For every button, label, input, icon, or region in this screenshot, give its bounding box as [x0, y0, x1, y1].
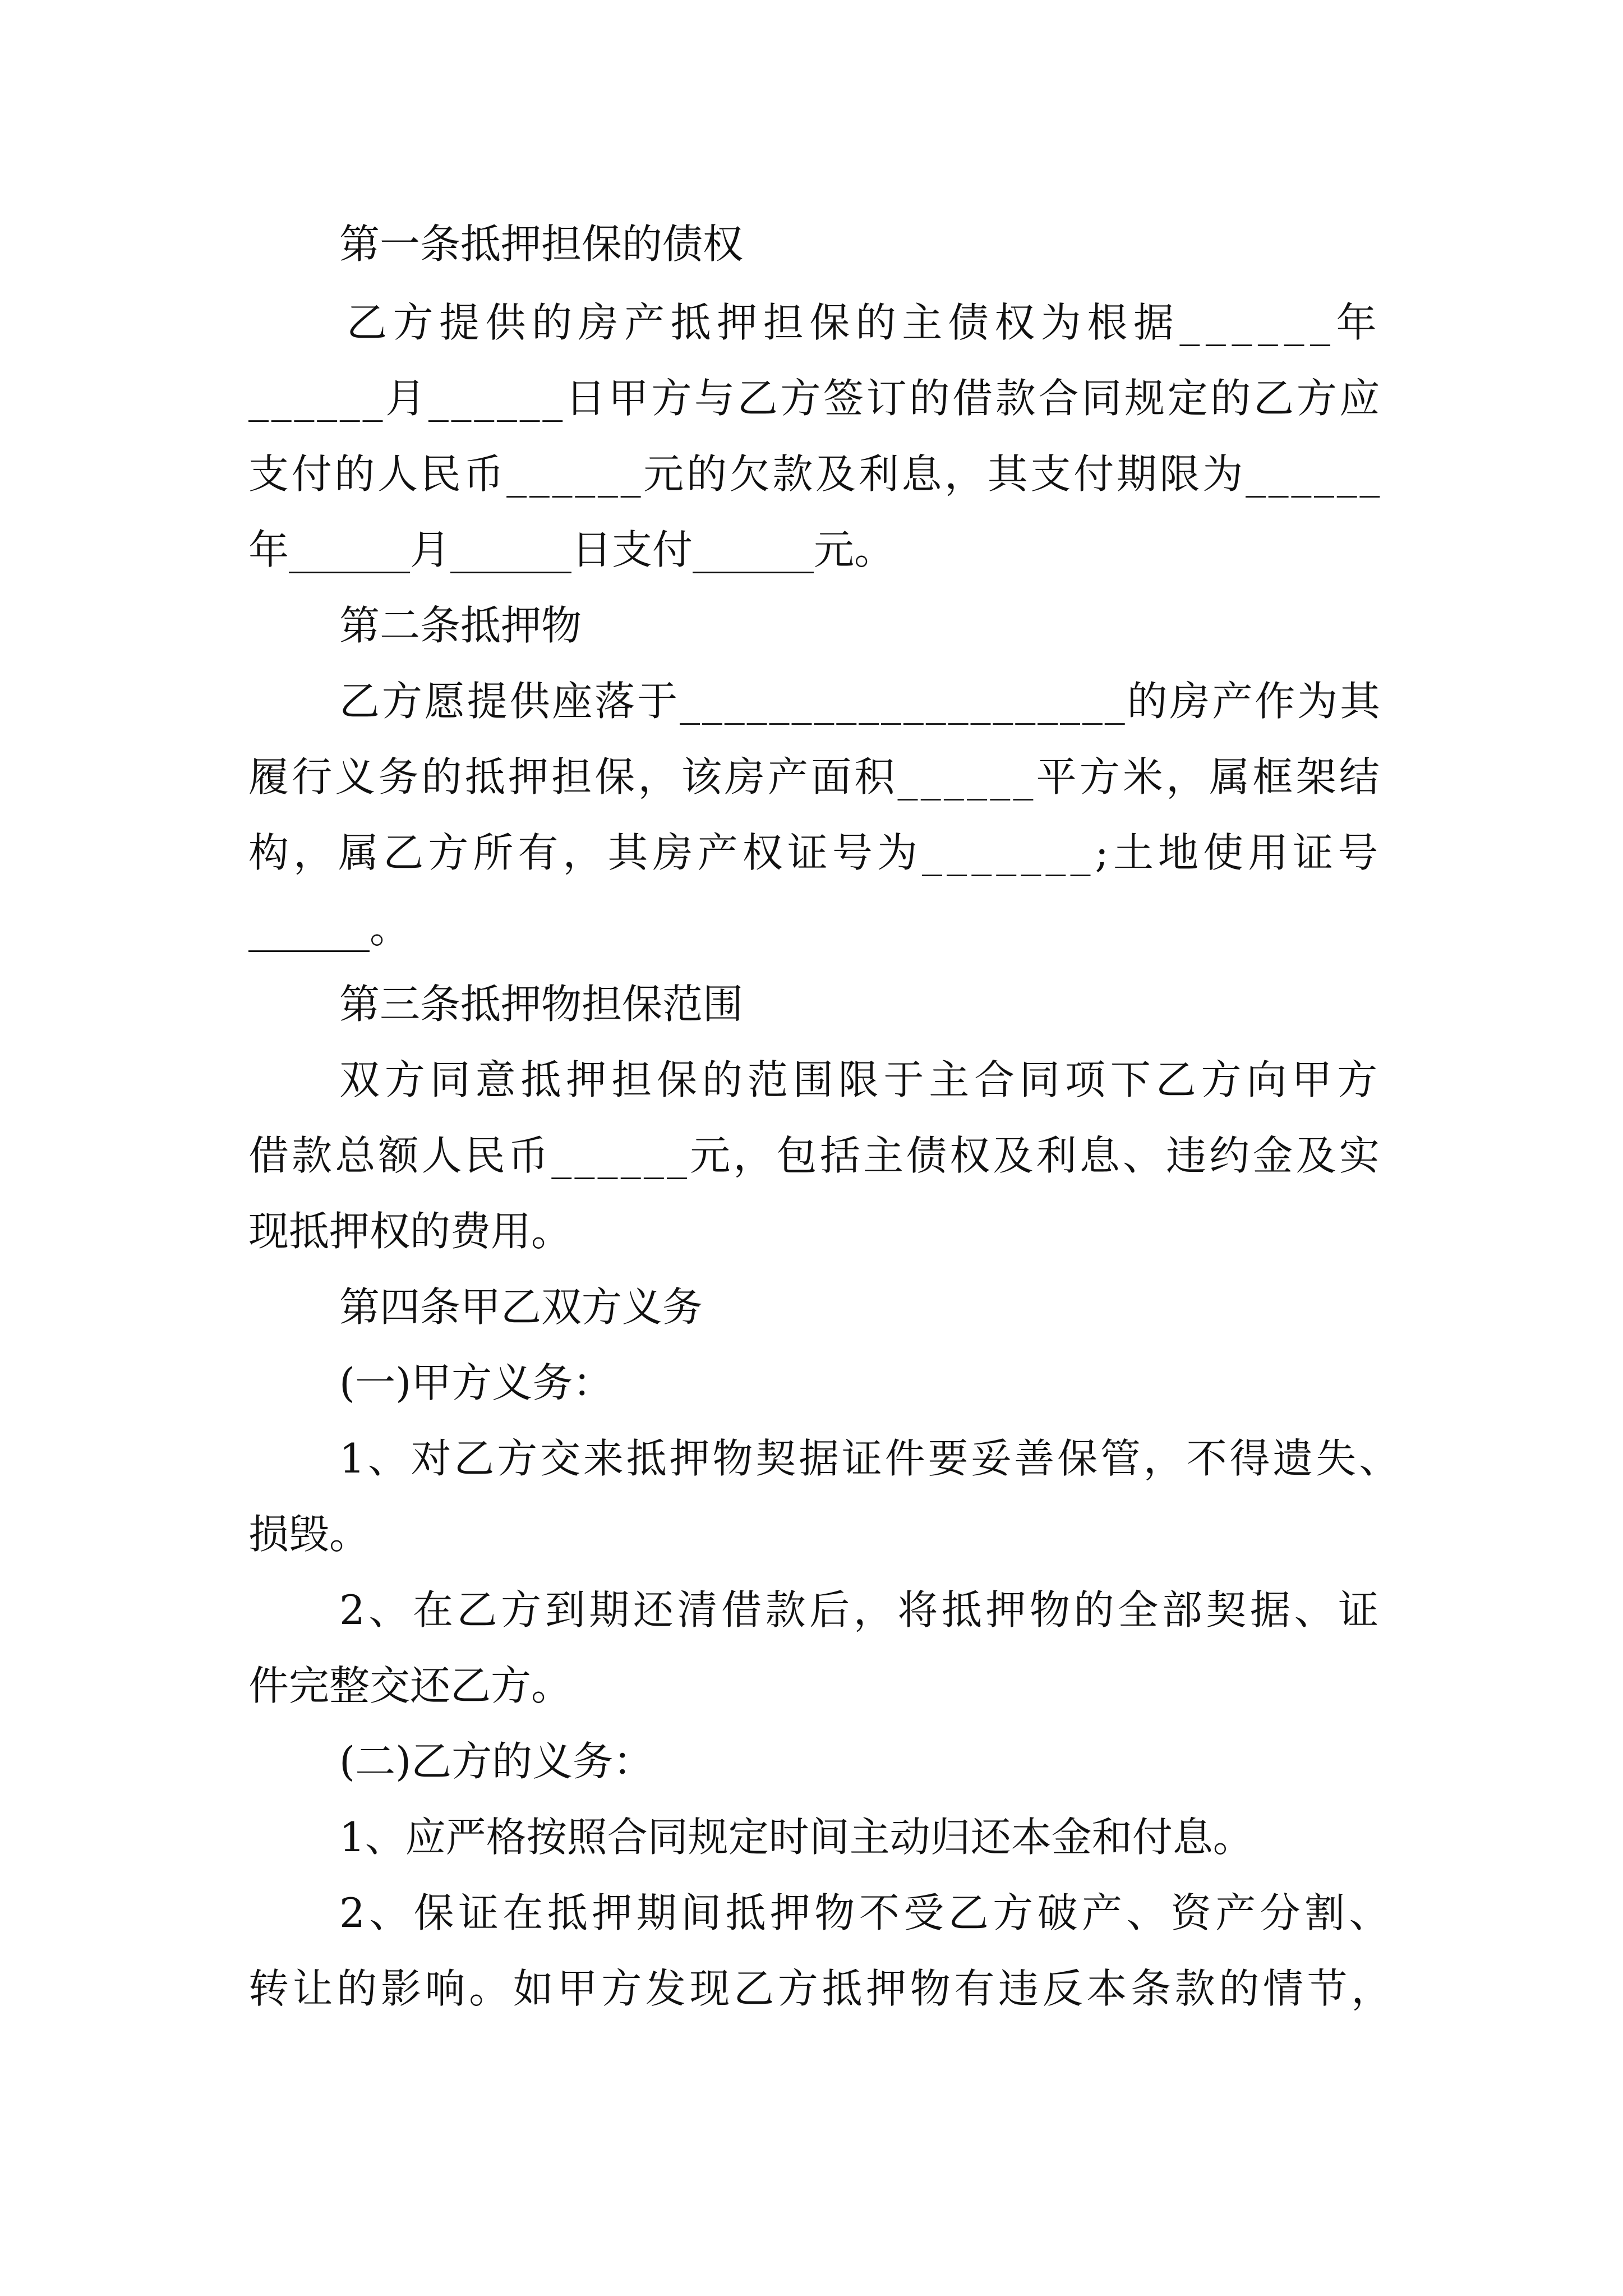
article-1-text-line-3: 支付的人民币______元的欠款及利息，其支付期限为______ [248, 450, 1383, 498]
article-1-text-line-1: 乙方提供的房产抵押担保的主债权为根据______年 [347, 299, 1383, 346]
party-b-duties-heading: (二)乙方的义务： [339, 1738, 654, 1785]
article-3-heading: 第三条抵押物担保范围 [339, 981, 744, 1028]
party-a-duty-1-line-1: 1、对乙方交来抵押物契据证件要妥善保管，不得遗失、 [339, 1435, 1402, 1482]
party-b-duty-2-line-1: 2、保证在抵押期间抵押物不受乙方破产、资产分割、 [339, 1889, 1394, 1936]
party-a-duties-heading: (一)甲方义务： [339, 1359, 614, 1406]
article-3-text-line-1: 双方同意抵押担保的范围限于主合同项下乙方向甲方 [339, 1056, 1383, 1103]
party-b-duty-2-line-2: 转让的影响。如甲方发现乙方抵押物有违反本条款的情节， [248, 1965, 1395, 2012]
article-2-heading: 第二条抵押物 [339, 602, 582, 649]
party-a-duty-2-line-1: 2、在乙方到期还清借款后，将抵押物的全部契据、证 [339, 1586, 1382, 1634]
article-2-text-line-4: ______。 [248, 905, 411, 952]
party-a-duty-1-line-2: 损毁。 [248, 1511, 370, 1558]
article-1-text-line-4: 年______月______日支付______元。 [248, 526, 895, 573]
article-3-text-line-3: 现抵押权的费用。 [248, 1208, 572, 1255]
article-1-heading: 第一条抵押担保的债权 [339, 220, 744, 268]
article-3-text-line-2: 借款总额人民币______元，包括主债权及利息、违约金及实 [248, 1132, 1382, 1179]
article-1-text-line-2: ______月______日甲方与乙方签订的借款合同规定的乙方应 [248, 375, 1383, 422]
party-b-duty-1-line-1: 1、应严格按照合同规定时间主动归还本金和付息。 [339, 1814, 1253, 1861]
party-a-duty-2-line-2: 件完整交还乙方。 [248, 1662, 572, 1709]
article-4-heading: 第四条甲乙双方义务 [339, 1283, 703, 1331]
article-2-text-line-1: 乙方愿提供座落于____________________的房产作为其 [339, 678, 1382, 725]
article-2-text-line-2: 履行义务的抵押担保，该房产面积______平方米，属框架结 [248, 753, 1382, 800]
article-2-text-line-3: 构，属乙方所有，其房产权证号为_______;土地使用证号 [248, 829, 1383, 876]
